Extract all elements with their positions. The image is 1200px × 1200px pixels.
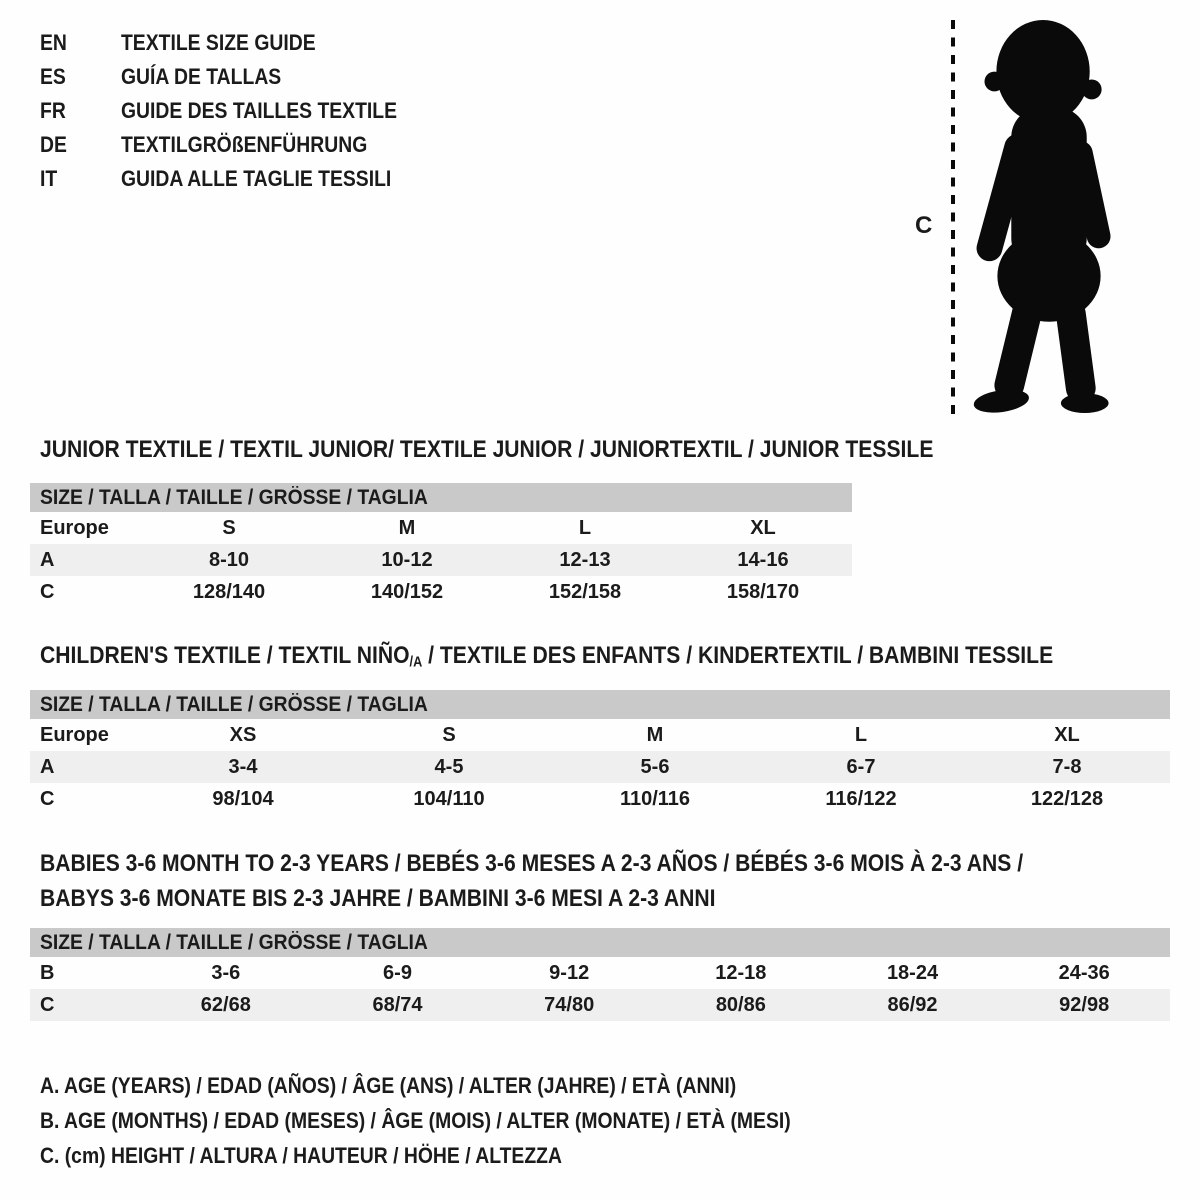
measure-legend [40,1068,893,1173]
junior-section-title: JUNIOR TEXTILE / TEXTIL JUNIOR/ TEXTILE JUNIOR / JUNIORTEXTIL / JUNIOR TESSILE [40,436,934,463]
table-cell: 128/140 [192,580,266,603]
table-cell: 110/116 [619,787,691,810]
table-row-age [30,544,852,576]
children-section-title: CHILDREN'S TEXTILE / TEXTIL $NIÑO_{/A}$ / TEXTILE DES ENFANTS / KINDERTEXTIL / BAMBINI TESSILE [40,642,1054,671]
table-cell: 122/128 [1030,787,1104,810]
table-cell: 9-12 [549,961,590,984]
table-cell: 98/104 [212,787,274,810]
language-code: ES [40,64,66,89]
table-cell: 4-5 [434,755,464,778]
table-cell: 74/80 [544,993,595,1016]
table-cell: 18-24 [886,961,939,984]
table-cell: S [222,516,236,539]
language-code: IT [40,166,58,191]
language-row-es [40,60,397,94]
legend-line-a: A. AGE (YEARS) / EDAD (AÑOS) / ÂGE (ANS) / ALTER (JAHRE) / ETÀ (ANNI) [40,1073,737,1098]
table-cell: 158/170 [726,580,800,603]
row-label: Europe [40,516,109,539]
table-cell: L [578,516,592,539]
child-silhouette-icon [963,16,1138,418]
junior-size-table [30,483,852,608]
table-cell: 152/158 [548,580,622,603]
row-label: C [40,787,55,810]
language-row-en [40,26,397,60]
row-label: Europe [40,723,109,746]
table-cell: XS [229,723,257,746]
language-code: FR [40,98,66,123]
table-cell: 12-18 [715,961,767,984]
table-row-height [30,576,852,608]
legend-line-b: B. AGE (MONTHS) / EDAD (MESES) / ÂGE (MOIS) / ALTER (MONATE) / ETÀ (MESI) [40,1108,791,1133]
row-label: A [40,548,55,571]
height-measure-label: C [915,212,933,239]
title-subscript: /A [409,654,423,671]
table-cell: 116/122 [825,787,897,810]
table-cell: XL [750,516,776,539]
table-cell: 3-4 [228,755,258,778]
table-cell: 6-9 [383,961,412,984]
table-cell: S [442,723,456,746]
row-label: B [40,961,55,984]
language-row-fr [40,94,397,128]
table-cell: 3-6 [211,961,241,984]
row-label: A [40,755,55,778]
table-cell: M [646,723,664,746]
language-row-de [40,128,397,162]
table-cell: XL [1054,723,1080,746]
table-cell: 12-13 [559,548,611,571]
language-row-it [40,162,397,196]
table-cell: 140/152 [370,580,444,603]
table-row-age-months [30,957,1170,989]
table-cell: 104/110 [413,787,485,810]
legend-line-c: C. (cm) HEIGHT / ALTURA / HAUTEUR / HÖHE / ALTEZZA [40,1143,562,1168]
language-code: EN [40,30,67,55]
height-measure-figure [905,8,1200,426]
table-row-europe [30,719,1170,751]
table-cell: M [398,516,416,539]
table-row-height [30,783,1170,815]
table-cell: 86/92 [887,993,938,1016]
table-cell: 7-8 [1052,755,1082,778]
size-header-bar: SIZE / TALLA / TAILLE / GRÖSSE / TAGLIA [30,690,1170,719]
table-cell: 68/74 [372,993,423,1016]
children-size-table [30,690,1170,815]
table-cell: 5-6 [640,755,670,778]
guide-title: GUIDA ALLE TAGLIE TESSILI [120,166,392,191]
table-cell: L [854,723,868,746]
height-dashed-line [947,16,959,418]
table-cell: 62/68 [200,993,251,1016]
table-cell: 14-16 [737,548,789,571]
guide-title: GUIDE DES TAILLES TEXTILE [120,98,398,123]
table-cell: 6-7 [846,755,876,778]
table-cell: 10-12 [381,548,433,571]
language-code: DE [40,132,67,157]
table-cell: 92/98 [1059,993,1110,1016]
table-row-age [30,751,1170,783]
row-label: C [40,580,55,603]
size-header-bar: SIZE / TALLA / TAILLE / GRÖSSE / TAGLIA [30,928,1170,957]
babies-size-table [30,928,1170,1021]
language-title-list [40,26,446,196]
table-row-europe [30,512,852,544]
guide-title: GUÍA DE TALLAS [120,64,282,89]
table-cell: 24-36 [1058,961,1110,984]
table-row-height [30,989,1170,1021]
size-header-bar: SIZE / TALLA / TAILLE / GRÖSSE / TAGLIA [30,483,852,512]
guide-title: TEXTILGRÖßENFÜHRUNG [120,132,368,157]
table-cell: 8-10 [208,548,250,571]
guide-title: TEXTILE SIZE GUIDE [120,30,316,55]
row-label: C [40,993,55,1016]
babies-section-title: BABIES 3-6 MONTH TO 2-3 YEARS / BEBÉS 3-6 MESES A 2-3 AÑOS / BÉBÉS 3-6 MOIS À 2-3 ANS / BABYS 3-6 MONATE BIS 2-3 JAHRE / BAMBINI 3-6 MESI A 2-3 ANNI [40,850,1024,912]
table-cell: 80/86 [715,993,766,1016]
